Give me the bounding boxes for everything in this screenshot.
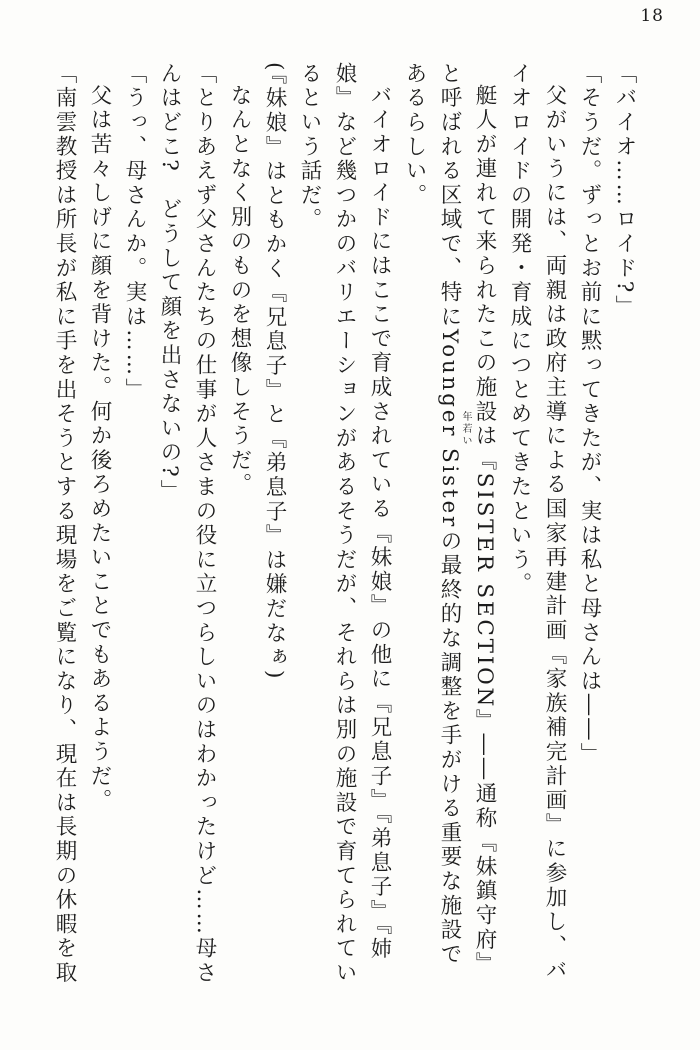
paragraph: (『妹娘』はともかく『兄息子』と『弟息子』は嫌だなぁ): [262, 62, 287, 682]
paragraph: 「うっ、母さんか。実は……」: [122, 62, 147, 403]
paragraph: 「そうだ。ずっとお前に黙ってきたが、実は私と母さんは――」: [577, 62, 602, 767]
furigana: 年若い: [460, 329, 471, 530]
ruby-annotated-text: Younger Sister年若い: [437, 329, 471, 530]
paragraph: バイオロイドにはここで育成されている『妹娘』の他に『兄息子』『弟息子』『姉娘』など幾つかのバリエーションがあるそうだが、それらは別の施設で育てられているという話だ。: [297, 62, 392, 986]
paragraph: 艇人が連れて来られたこの施設は『SISTER SECTION』――通称『妹鎮守府』と呼ばれる区域で、特にYounger Sister年若いの最終的な調整を手がける重要な施設であるらしい。: [402, 62, 497, 976]
page-number: 18: [640, 6, 664, 26]
paragraph: なんとなく別のものを想像しそうだ。: [227, 83, 252, 497]
paragraph: 「とりあえず父さんたちの仕事が人さまの役に立つらしいのはわかったけど……母さんはどこ? どうして顔を出さないの?」: [157, 62, 217, 986]
paragraph: 「南雲教授は所長が私に手を出そうとする現場をご覧になり、現在は長期の休暇を取: [52, 62, 77, 986]
paragraph: 父は苦々しげに顔を背けた。何か後ろめたいことでもあるようだ。: [87, 83, 112, 813]
text-columns: [47, 62, 642, 990]
paragraph: 父がいうには、両親は政府主導による国家再建計画『家族補完計画』に参加し、バイオロイドの開発・育成につとめてきたという。: [507, 62, 567, 983]
paragraph: 「バイオ……ロイド?」: [612, 62, 637, 320]
